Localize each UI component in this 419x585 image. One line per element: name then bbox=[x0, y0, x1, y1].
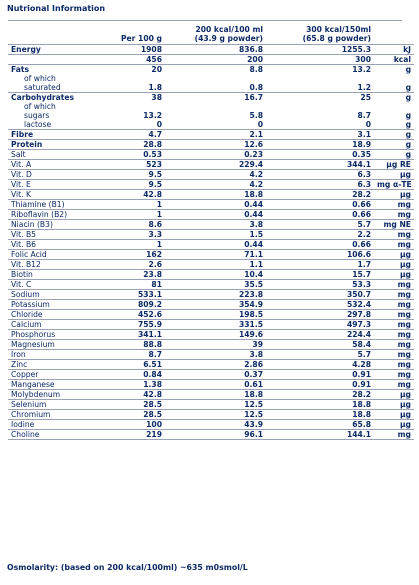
nutrient-label: Vit. A bbox=[8, 160, 101, 170]
table-row bbox=[8, 340, 414, 350]
value-300kcal: 532.4 bbox=[266, 300, 374, 310]
value-300kcal: 497.3 bbox=[266, 320, 374, 330]
value-per-100g: 0.53 bbox=[101, 150, 165, 160]
value-300kcal: 25 bbox=[360, 93, 371, 102]
table-row bbox=[8, 102, 414, 111]
table-row bbox=[8, 320, 414, 330]
value-200kcal bbox=[165, 102, 266, 111]
nutrition-table bbox=[8, 25, 414, 440]
nutrient-label: Salt bbox=[8, 150, 101, 160]
value-300kcal: 0 bbox=[266, 120, 374, 130]
value-per-100g: 0 bbox=[101, 120, 165, 130]
nutrient-label: Thiamine (B1) bbox=[8, 200, 101, 210]
header-unit bbox=[374, 25, 414, 45]
value-300kcal: 350.7 bbox=[266, 290, 374, 300]
nutrient-label bbox=[8, 55, 101, 65]
value-200kcal: 229.4 bbox=[165, 160, 266, 170]
value-300kcal: 0.66 bbox=[266, 210, 374, 220]
nutrient-label: Vit. B6 bbox=[8, 240, 101, 250]
value-200kcal: 12.6 bbox=[165, 140, 266, 150]
table-header-row bbox=[8, 25, 414, 45]
unit-label: g bbox=[405, 93, 411, 102]
nutrient-label: Iodine bbox=[8, 420, 101, 430]
value-per-100g: 1.8 bbox=[101, 83, 165, 93]
header-200kcal bbox=[165, 25, 266, 45]
unit-label: mg bbox=[374, 280, 414, 290]
table-row bbox=[8, 220, 414, 230]
nutrient-label: lactose bbox=[8, 120, 101, 130]
value-200kcal bbox=[165, 74, 266, 83]
unit-label: g bbox=[374, 150, 414, 160]
value-200kcal: 4.2 bbox=[165, 170, 266, 180]
nutrient-label: Vit. B12 bbox=[8, 260, 101, 270]
unit-label: mg bbox=[374, 210, 414, 220]
unit-label: g bbox=[374, 83, 414, 93]
value-200kcal: 0.44 bbox=[165, 200, 266, 210]
nutrient-label: Calcium bbox=[8, 320, 101, 330]
value-200kcal: 200 bbox=[165, 55, 266, 65]
table-row bbox=[8, 430, 414, 440]
unit-label: µg bbox=[374, 420, 414, 430]
unit-label: µg bbox=[374, 260, 414, 270]
value-per-100g: 3.3 bbox=[101, 230, 165, 240]
unit-label: µg bbox=[374, 390, 414, 400]
unit-label: mg bbox=[374, 320, 414, 330]
nutrient-label: of which bbox=[24, 74, 56, 83]
value-per-100g: 755.9 bbox=[101, 320, 165, 330]
value-300kcal: 5.7 bbox=[266, 350, 374, 360]
value-300kcal: 1.7 bbox=[266, 260, 374, 270]
nutrient-label: Fats bbox=[11, 65, 30, 74]
unit-label: g bbox=[374, 120, 414, 130]
nutrient-label: Carbohydrates bbox=[11, 93, 75, 102]
nutrient-label: Vit. E bbox=[8, 180, 101, 190]
table-row bbox=[8, 290, 414, 300]
value-300kcal: 53.3 bbox=[266, 280, 374, 290]
table-row bbox=[8, 93, 414, 103]
value-300kcal: 28.2 bbox=[266, 190, 374, 200]
unit-label: mg α-TE bbox=[374, 180, 414, 190]
nutrient-label: Selenium bbox=[8, 400, 101, 410]
value-per-100g: 809.2 bbox=[101, 300, 165, 310]
table-row bbox=[8, 300, 414, 310]
unit-label: mg bbox=[374, 380, 414, 390]
value-200kcal: 39 bbox=[165, 340, 266, 350]
unit-label: µg RE bbox=[374, 160, 414, 170]
osmolarity-note: Osmolarity: (based on 200 kcal/100ml) ~635 m0smol/L bbox=[7, 563, 248, 572]
value-200kcal: 1.1 bbox=[165, 260, 266, 270]
unit-label: mg bbox=[374, 350, 414, 360]
nutrient-label: Potassium bbox=[8, 300, 101, 310]
value-300kcal: 344.1 bbox=[266, 160, 374, 170]
value-per-100g: 1 bbox=[101, 210, 165, 220]
value-200kcal: 12.5 bbox=[165, 410, 266, 420]
nutrient-label: Fibre bbox=[8, 130, 101, 140]
table-row bbox=[8, 170, 414, 180]
nutrient-label: Riboflavin (B2) bbox=[8, 210, 101, 220]
unit-label: mg bbox=[374, 240, 414, 250]
value-per-100g: 533.1 bbox=[101, 290, 165, 300]
value-300kcal: 13.2 bbox=[352, 65, 371, 74]
header-per-100g-label: Per 100 g bbox=[120, 34, 162, 43]
value-200kcal: 0.8 bbox=[165, 83, 266, 93]
unit-label: mg bbox=[374, 290, 414, 300]
nutrient-label: Zinc bbox=[8, 360, 101, 370]
value-per-100g: 162 bbox=[101, 250, 165, 260]
value-200kcal: 96.1 bbox=[165, 430, 266, 440]
value-per-100g: 28.5 bbox=[101, 400, 165, 410]
unit-label: µg bbox=[374, 270, 414, 280]
table-row bbox=[8, 120, 414, 130]
value-200kcal: 149.6 bbox=[165, 330, 266, 340]
nutrient-label: Vit. C bbox=[8, 280, 101, 290]
value-200kcal: 5.8 bbox=[249, 111, 263, 120]
table-row bbox=[8, 55, 414, 65]
nutrient-label: Choline bbox=[8, 430, 101, 440]
table-row bbox=[8, 280, 414, 290]
value-300kcal bbox=[266, 74, 374, 83]
table-row bbox=[8, 410, 414, 420]
header-200kcal-line2: (43.9 g powder) bbox=[194, 34, 263, 43]
table-row bbox=[8, 400, 414, 410]
unit-label: mg bbox=[374, 360, 414, 370]
value-200kcal: 0.61 bbox=[165, 380, 266, 390]
nutrient-label: Magnesium bbox=[8, 340, 101, 350]
table-row bbox=[8, 350, 414, 360]
table-row bbox=[8, 111, 414, 120]
nutrient-label: Biotin bbox=[8, 270, 101, 280]
table-row bbox=[8, 140, 414, 150]
unit-label: µg bbox=[374, 170, 414, 180]
table-row bbox=[8, 270, 414, 280]
table-row bbox=[8, 83, 414, 93]
value-200kcal: 4.2 bbox=[165, 180, 266, 190]
value-300kcal: 58.4 bbox=[266, 340, 374, 350]
nutrient-label: of which bbox=[24, 102, 56, 111]
value-200kcal: 35.5 bbox=[165, 280, 266, 290]
value-per-100g: 1.38 bbox=[101, 380, 165, 390]
table-row bbox=[8, 210, 414, 220]
value-200kcal: 2.1 bbox=[165, 130, 266, 140]
nutrient-label: Chromium bbox=[8, 410, 101, 420]
value-per-100g: 6.51 bbox=[101, 360, 165, 370]
table-row bbox=[8, 160, 414, 170]
value-300kcal: 0.66 bbox=[266, 200, 374, 210]
table-row bbox=[8, 45, 414, 55]
value-300kcal: 297.8 bbox=[266, 310, 374, 320]
unit-label: mg bbox=[374, 300, 414, 310]
value-200kcal: 223.8 bbox=[165, 290, 266, 300]
unit-label bbox=[374, 74, 414, 83]
value-per-100g: 88.8 bbox=[101, 340, 165, 350]
value-300kcal: 2.2 bbox=[266, 230, 374, 240]
value-300kcal: 6.3 bbox=[266, 170, 374, 180]
value-per-100g: 9.5 bbox=[101, 180, 165, 190]
value-300kcal: 144.1 bbox=[266, 430, 374, 440]
table-row bbox=[8, 65, 414, 75]
value-200kcal: 1.5 bbox=[165, 230, 266, 240]
value-300kcal: 65.8 bbox=[266, 420, 374, 430]
table-row bbox=[8, 370, 414, 380]
nutrient-label: Vit. B5 bbox=[8, 230, 101, 240]
value-300kcal: 224.4 bbox=[266, 330, 374, 340]
unit-label: g bbox=[374, 140, 414, 150]
value-200kcal: 0.23 bbox=[165, 150, 266, 160]
value-per-100g: 38 bbox=[151, 93, 162, 102]
value-300kcal: 4.28 bbox=[266, 360, 374, 370]
value-200kcal: 354.9 bbox=[165, 300, 266, 310]
nutrient-label: saturated bbox=[8, 83, 101, 93]
value-per-100g: 4.7 bbox=[101, 130, 165, 140]
value-per-100g: 523 bbox=[101, 160, 165, 170]
value-200kcal: 0 bbox=[165, 120, 266, 130]
value-300kcal: 18.8 bbox=[266, 400, 374, 410]
value-200kcal: 3.8 bbox=[165, 350, 266, 360]
value-300kcal: 8.7 bbox=[357, 111, 371, 120]
table-row bbox=[8, 230, 414, 240]
value-per-100g: 23.8 bbox=[101, 270, 165, 280]
table-row bbox=[8, 190, 414, 200]
value-per-100g: 8.7 bbox=[101, 350, 165, 360]
value-per-100g bbox=[101, 74, 165, 83]
unit-label: mg bbox=[374, 340, 414, 350]
nutrient-label: Vit. K bbox=[8, 190, 101, 200]
value-200kcal: 0.44 bbox=[165, 240, 266, 250]
nutrient-label: Sodium bbox=[8, 290, 101, 300]
value-200kcal: 2.86 bbox=[165, 360, 266, 370]
value-300kcal: 3.1 bbox=[266, 130, 374, 140]
table-body bbox=[8, 45, 414, 440]
unit-label: µg bbox=[374, 410, 414, 420]
value-per-100g: 456 bbox=[101, 55, 165, 65]
value-200kcal: 198.5 bbox=[165, 310, 266, 320]
value-200kcal: 18.8 bbox=[165, 190, 266, 200]
value-per-100g: 1908 bbox=[101, 45, 165, 55]
value-per-100g: 28.5 bbox=[101, 410, 165, 420]
value-200kcal: 3.8 bbox=[165, 220, 266, 230]
value-per-100g: 20 bbox=[151, 65, 162, 74]
value-200kcal: 12.5 bbox=[165, 400, 266, 410]
value-per-100g: 81 bbox=[101, 280, 165, 290]
nutrient-label: Molybdenum bbox=[8, 390, 101, 400]
value-200kcal: 10.4 bbox=[165, 270, 266, 280]
table-row bbox=[8, 360, 414, 370]
value-per-100g: 2.6 bbox=[101, 260, 165, 270]
unit-label: g bbox=[374, 130, 414, 140]
unit-label: kJ bbox=[374, 45, 414, 55]
value-per-100g: 9.5 bbox=[101, 170, 165, 180]
nutrient-label: Manganese bbox=[8, 380, 101, 390]
page-title: Nutrional Information bbox=[7, 4, 106, 13]
table-row bbox=[8, 260, 414, 270]
header-empty bbox=[8, 25, 101, 45]
unit-label: g bbox=[405, 65, 411, 74]
value-per-100g: 42.8 bbox=[101, 390, 165, 400]
value-per-100g: 1 bbox=[101, 200, 165, 210]
nutrient-label: Chloride bbox=[8, 310, 101, 320]
nutrient-label: Iron bbox=[8, 350, 101, 360]
unit-label: µg bbox=[374, 250, 414, 260]
unit-label: µg bbox=[374, 400, 414, 410]
value-per-100g: 452.6 bbox=[101, 310, 165, 320]
value-300kcal: 1255.3 bbox=[266, 45, 374, 55]
table-row bbox=[8, 200, 414, 210]
header-300kcal-line2: (65.8 g powder) bbox=[302, 34, 371, 43]
value-per-100g: 42.8 bbox=[101, 190, 165, 200]
table-row bbox=[8, 380, 414, 390]
value-200kcal: 43.9 bbox=[165, 420, 266, 430]
value-300kcal: 300 bbox=[266, 55, 374, 65]
value-per-100g: 219 bbox=[101, 430, 165, 440]
unit-label: mg bbox=[374, 230, 414, 240]
value-300kcal: 18.8 bbox=[266, 410, 374, 420]
value-200kcal: 16.7 bbox=[244, 93, 263, 102]
header-300kcal bbox=[266, 25, 374, 45]
value-300kcal bbox=[266, 102, 374, 111]
table-row bbox=[8, 240, 414, 250]
nutrient-label: Phosphorus bbox=[8, 330, 101, 340]
unit-label: mg bbox=[374, 310, 414, 320]
nutrient-label: Protein bbox=[8, 140, 101, 150]
value-300kcal: 0.35 bbox=[266, 150, 374, 160]
table-row bbox=[8, 74, 414, 83]
unit-label: mg bbox=[374, 370, 414, 380]
value-per-100g: 1 bbox=[101, 240, 165, 250]
value-per-100g: 8.6 bbox=[101, 220, 165, 230]
value-200kcal: 0.44 bbox=[165, 210, 266, 220]
table-row bbox=[8, 180, 414, 190]
header-200kcal-line1: 200 kcal/100 ml bbox=[195, 25, 263, 34]
value-200kcal: 71.1 bbox=[165, 250, 266, 260]
header-per-100g bbox=[101, 25, 165, 45]
value-300kcal: 5.7 bbox=[266, 220, 374, 230]
value-per-100g: 100 bbox=[101, 420, 165, 430]
value-200kcal: 331.5 bbox=[165, 320, 266, 330]
nutrient-label: Niacin (B3) bbox=[8, 220, 101, 230]
value-300kcal: 0.66 bbox=[266, 240, 374, 250]
unit-label bbox=[374, 102, 414, 111]
unit-label: mg NE bbox=[374, 220, 414, 230]
value-200kcal: 836.8 bbox=[165, 45, 266, 55]
table-row bbox=[8, 390, 414, 400]
table-top-border bbox=[8, 20, 402, 21]
unit-label: mg bbox=[374, 200, 414, 210]
value-per-100g: 13.2 bbox=[143, 111, 162, 120]
table-row bbox=[8, 310, 414, 320]
value-per-100g: 28.8 bbox=[101, 140, 165, 150]
unit-label: g bbox=[405, 111, 411, 120]
value-300kcal: 6.3 bbox=[266, 180, 374, 190]
table-row bbox=[8, 330, 414, 340]
value-300kcal: 28.2 bbox=[266, 390, 374, 400]
nutrient-label: Vit. D bbox=[8, 170, 101, 180]
value-300kcal: 1.2 bbox=[266, 83, 374, 93]
value-per-100g: 0.84 bbox=[101, 370, 165, 380]
value-300kcal: 15.7 bbox=[266, 270, 374, 280]
value-per-100g: 341.1 bbox=[101, 330, 165, 340]
table-row bbox=[8, 150, 414, 160]
value-200kcal: 0.37 bbox=[165, 370, 266, 380]
value-300kcal: 0.91 bbox=[266, 380, 374, 390]
value-300kcal: 18.9 bbox=[266, 140, 374, 150]
unit-label: kcal bbox=[374, 55, 414, 65]
value-200kcal: 18.8 bbox=[165, 390, 266, 400]
table-row bbox=[8, 130, 414, 140]
unit-label: µg bbox=[374, 190, 414, 200]
unit-label: mg bbox=[374, 430, 414, 440]
nutrient-label: Folic Acid bbox=[8, 250, 101, 260]
nutrient-label: Energy bbox=[8, 45, 101, 55]
nutrient-label: Copper bbox=[8, 370, 101, 380]
value-300kcal: 106.6 bbox=[266, 250, 374, 260]
table-row bbox=[8, 250, 414, 260]
unit-label: mg bbox=[374, 330, 414, 340]
value-200kcal: 8.8 bbox=[249, 65, 263, 74]
nutrient-label: sugars bbox=[24, 111, 50, 120]
value-300kcal: 0.91 bbox=[266, 370, 374, 380]
value-per-100g bbox=[101, 102, 165, 111]
table-row bbox=[8, 420, 414, 430]
header-300kcal-line1: 300 kcal/150ml bbox=[306, 25, 371, 34]
